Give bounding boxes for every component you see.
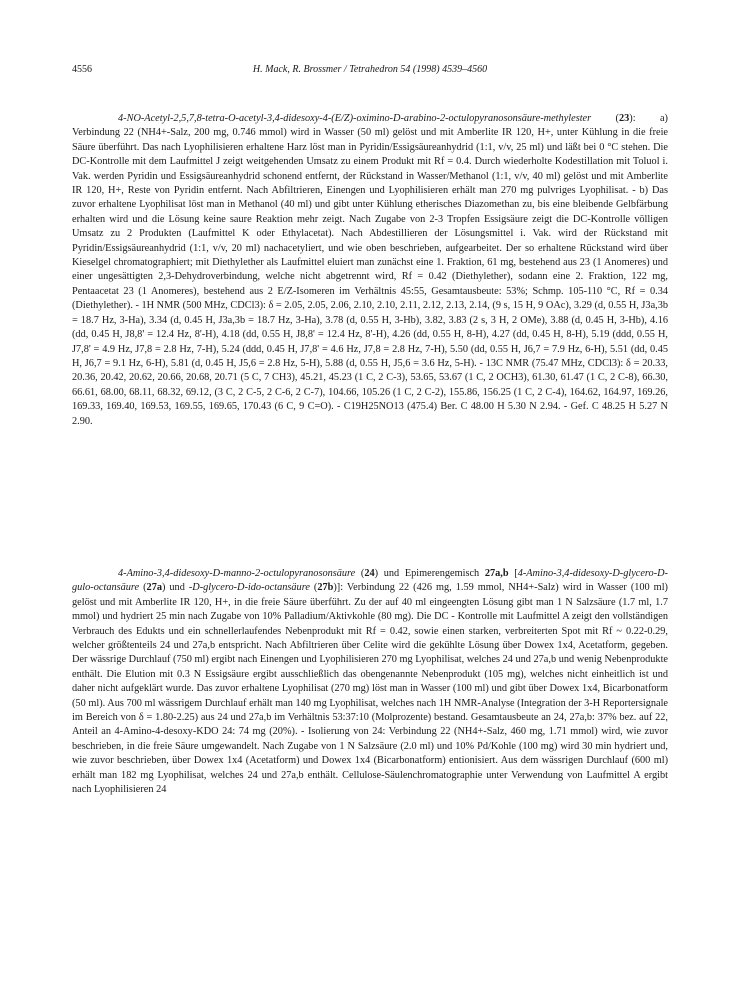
- compound-number: 24: [364, 568, 375, 579]
- compound-title-27a: 4-Amino-3,4-didesoxy-D-glycero-D-gulo-octansäure: [72, 568, 668, 594]
- paragraph-compound-24: 4-Amino-3,4-didesoxy-D-manno-2-octulopyranosonsäure (24) und Epimerengemisch 27a,b [4-Amino-3,4-didesoxy-D-glycero-D-gulo-octansäure (27a) und -D-glycero-D-ido-octansäure (27b)]: Verbindung 22 (426 mg, 1.59 mmol, NH4+-Salz) wird in Wasser (100 ml) gelöst und mit Amberlite IR 120, H+, in die freie Säure überführt. Zu der auf 40 ml eingeengten Lösung gibt man 1 N Salzsäure (1.7 ml, 1.7 mmol) und hydriert 25 min nach Zugabe von 10% Palladium/Aktivkohle (80 mg). Die DC - Kontrolle mit Laufmittel A zeigt den vollständigen Verbrauch des Edukts und ein schnellerlaufendes Nebenprodukt mit Rf = 0.42, sowie einen starken, verbreiterten Spot mit Rf ~ 0.22-0.29, welcher größtenteils 24 und 27a,b entspricht. Nach Abfiltrieren über Celite wird die gekühlte Lösung über Dowex 1x4, Acetatform, gegeben. Der wässrige Durchlauf (750 ml) ergibt nach Einengen und Lyophilisieren 270 mg Lyophilisat, welches 24 und 27a,b und wenig Nebenprodukte enthält. Die Elution mit 0.3 N Essigsäure ergibt ausschließlich das obengenannte Nebenprodukt (105 mg), welches nicht einheitlich ist und daher nicht aufgeklärt wurde. Das zuvor erhaltene Lyophilisat (270 mg) löst man in Wasser (100 ml) und gibt über Dowex 1x4, Bicarbonatform (50 ml). Aus 700 ml wässrigem Durchlauf erhält man 140 mg Lyophilisat, welches nach 1H NMR-Analyse (Integration der 3-H Reportersignale im Bereich von δ = 1.80-2.25) aus 24 und 27a,b im Verhältnis 53:37:10 (Molprozente) bestand. Gesamtausbeute an 24, 27a,b: 37% bez. auf 22, Anteil an 4-Amino-4-desoxy-KDO 24: 74 mg (20%). - Isolierung von 24: Verbindung 22 (NH4+-Salz, 460 mg, 1.71 mmol) wird, wie zuvor beschrieben, in die freie Säure umgewandelt. Nach Zugabe von 1 N Salzsäure (2.0 ml) und 10% Pd/Kohle (100 mg) wird 30 min hydriert und, wie zuvor beschrieben, über Dowex 1x4 (Acetatform) und Dowex 1x4 (Bicarbonatform) entionisiert. Aus dem wässrigen Durchlauf (600 ml) erhält man 182 mg Lyophilisat, welches 24 und 27a,b enthält. Cellulose-Säulenchromatographie unter Verwendung von Laufmittel A ergibt nach Lyophilisieren 24: [72, 568, 668, 796]
- text-fragment: ) und Epimerengemisch: [374, 568, 485, 579]
- compound-title-23: 4-NO-Acetyl-2,5,7,8-tetra-O-acetyl-3,4-didesoxy-4-(E/Z)-oximino-D-arabino-2-octulopyranosonsäure-methylester: [118, 113, 592, 124]
- compound-number: 27a,b: [484, 568, 509, 579]
- paragraph-compound-23: 4-NO-Acetyl-2,5,7,8-tetra-O-acetyl-3,4-didesoxy-4-(E/Z)-oximino-D-arabino-2-octulopyranosonsäure-methylester (23): a) Verbindung 22 (NH4+-Salz, 200 mg, 0.746 mmol) wird in Wasser (50 ml) gelöst und mit Amberlite IR 120, H+, unter Kühlung in die freie Säure überführt. Das nach Lyophilisieren erhaltene Harz löst man in Pyridin/Essigsäureanhydrid (1:1, v/v, 25 ml) und läßt bei 0 °C stehen. Die DC-Kontrolle mit dem Laufmittel J zeigt weitgehenden Umsatz zu einem Produkt mit Rf = 0.4. Durch wiederholte Kodestillation mit Toluol i. Vak. werden Pyridin und Essigsäureanhydrid schonend entfernt, der Rückstand in Wasser/Methanol (1:1, v/v, 40 ml) gelöst und mit Amberlite IR 120, H+, Reste von Pyridin entfernt. Nach Abfiltrieren, Einengen und Lyophilisieren erhält man 270 mg pulvriges Lyophilisat. - b) Das zuvor erhaltene Lyophilisat löst man in Methanol (40 ml) und gibt unter Kühlung etherisches Diazomethan zu, bis eine bleibende Gelbfärbung erhalten wird und die Lösung keine saure Reaktion mehr zeigt. Nach Zugabe von 2-3 Tropfen Essigsäure zeigt die DC-Kontrolle völligen Umsatz zu 2 Produkten (Laufmittel K oder Ethylacetat). Nach Abdestillieren der Lösungsmittel i. Vak. wird der Rückstand mit Pyridin/Essigsäureanhydrid (1:1, v/v, 20 ml) nachacetyliert, und wie oben beschrieben, aufgearbeitet. Der so erhaltene Rückstand wird über Kieselgel chromatographiert; mit Diethylether als Laufmittel eluiert man zunächst eine 1. Fraktion, 61 mg, bestehend aus 23 (1 Anomeres) und einer ungesättigten 2,3-Dehydroverbindung, welche nicht abgetrennt wird, Rf = 0.42 (Diethylether), sodann eine 2. Fraktion, 122 mg, Pentaacetat 23 (1 Anomeres), bestehend aus 2 E/Z-Isomeren im Verhältnis 45:55, Gesamtausbeute: 53%; Schmp. 105-110 °C, Rf = 0.34 (Diethylether). - 1H NMR (500 MHz, CDCl3): δ = 2.05, 2.05, 2.06, 2.10, 2.10, 2.11, 2.12, 2.13, 2.14, (9 s, 15 H, 9 OAc), 3.29 (d, 0.55 H, J3a,3b = 18.7 Hz, 3-Ha), 3.34 (d, 0.45 H, J3a,3b = 18.7 Hz, 3-Ha), 3.78 (d, 0.55 H, 3-Hb), 3.82, 3.83 (2 s, 3 H, 2 OMe), 3.88 (d, 0.45 H, 3-Hb), 4.16 (dd, 0.45 H, J8,8' = 12.4 Hz, 8'-H), 4.18 (dd, 0.55 H, J8,8' = 12.4 Hz, 8'-H), 4.26 (dd, 0.55 H, 8-H), 4.27 (dd, 0.45 H, 8-H), 5.19 (ddd, 0.55 H, J7,8' = 4.9 Hz, J7,8 = 2.8 Hz, 7-H), 5.24 (ddd, 0.45 H, J7,8' = 4.6 Hz, J7,8 = 2.8 Hz, 7-H), 5.50 (dd, 0.55 H, J6,7 = 7.9 Hz, 6-H), 5.51 (dd, 0.45 H, J6,7 = 9.1 Hz, 6-H), 5.81 (d, 0.45 H, J5,6 = 2.8 Hz, 5-H), 5.88 (d, 0.55 H, J5,6 = 3.6 Hz, 5-H). - 13C NMR (75.47 MHz, CDCl3): δ = 20.33, 20.36, 20.42, 20.62, 20.66, 20.68, 20.71 (5 C, 7 CH3), 45.21, 45.23 (1 C, 2 C-3), 53.65, 53.67 (1 C, 2 OCH3), 61.30, 61.47 (1 C, 2 C-8), 66.30, 66.61, 68.00, 68.11, 68.32, 69.12, (3 C, 2 C-5, 2 C-6, 2 C-7), 104.66, 105.26 (1 C, 2 C-2), 155.86, 156.25 (1 C, 2 C-4), 164.62, 164.97, 169.26, 169.33, 169.40, 169.53, 169.55, 169.65, 170.43 (6 C, 9 C=O). - C19H25NO13 (475.4) Ber. C 48.00 H 5.30 N 2.94. - Gef. C 48.25 H 5.27 N 2.90.: [72, 113, 669, 427]
- paragraph-body: ): a) Verbindung 22 (NH4+-Salz, 200 mg, 0.746 mmol) wird in Wasser (50 ml) gelöst und mit Amberlite IR 120, H+, unter Kühlung in die freie Säure überführt. Das nach Lyophilisieren erhaltene Harz löst man in Pyridin/Essigsäureanhydrid (1:1, v/v, 25 ml) und läßt bei 0 °C stehen. Die DC-Kontrolle mit dem Laufmittel J zeigt weitgehenden Umsatz zu einem Produkt mit Rf = 0.4. Durch wiederholte Kodestillation mit Toluol i. Vak. werden Pyridin und Essigsäureanhydrid schonend entfernt, der Rückstand in Wasser/Methanol (1:1, v/v, 40 ml) gelöst und mit Amberlite IR 120, H+, Reste von Pyridin entfernt. Nach Abfiltrieren, Einengen und Lyophilisieren erhält man 270 mg pulvriges Lyophilisat. - b) Das zuvor erhaltene Lyophilisat löst man in Methanol (40 ml) und gibt unter Kühlung etherisches Diazomethan zu, bis eine bleibende Gelbfärbung erhalten wird und die Lösung keine saure Reaktion mehr zeigt. Nach Zugabe von 2-3 Tropfen Essigsäure zeigt die DC-Kontrolle völligen Umsatz zu 2 Produkten (Laufmittel K oder Ethylacetat). Nach Abdestillieren der Lösungsmittel i. Vak. wird der Rückstand mit Pyridin/Essigsäureanhydrid (1:1, v/v, 20 ml) nachacetyliert, und wie oben beschrieben, aufgearbeitet. Der so erhaltene Rückstand wird über Kieselgel chromatographiert; mit Diethylether als Laufmittel eluiert man zunächst eine 1. Fraktion, 61 mg, bestehend aus 23 (1 Anomeres) und einer ungesättigten 2,3-Dehydroverbindung, welche nicht abgetrennt wird, Rf = 0.42 (Diethylether), sodann eine 2. Fraktion, 122 mg, Pentaacetat 23 (1 Anomeres), bestehend aus 2 E/Z-Isomeren im Verhältnis 45:55, Gesamtausbeute: 53%; Schmp. 105-110 °C, Rf = 0.34 (Diethylether). - 1H NMR (500 MHz, CDCl3): δ = 2.05, 2.05, 2.06, 2.10, 2.10, 2.11, 2.12, 2.13, 2.14, (9 s, 15 H, 9 OAc), 3.29 (d, 0.55 H, J3a,3b = 18.7 Hz, 3-Ha), 3.34 (d, 0.45 H, J3a,3b = 18.7 Hz, 3-Ha), 3.78 (d, 0.55 H, 3-Hb), 3.82, 3.83 (2 s, 3 H, 2 OMe), 3.88 (d, 0.45 H, 3-Hb), 4.16 (dd, 0.45 H, J8,8' = 12.4 Hz, 8'-H), 4.18 (dd, 0.55 H, J8,8' = 12.4 Hz, 8'-H), 4.26 (dd, 0.55 H, 8-H), 4.27 (dd, 0.45 H, 8-H), 5.19 (ddd, 0.55 H, J7,8' = 4.9 Hz, J7,8 = 2.8 Hz, 7-H), 5.24 (ddd, 0.45 H, J7,8' = 4.6 Hz, J7,8 = 2.8 Hz, 7-H), 5.50 (dd, 0.55 H, J6,7 = 7.9 Hz, 6-H), 5.51 (dd, 0.45 H, J6,7 = 9.1 Hz, 6-H), 5.81 (d, 0.45 H, J5,6 = 2.8 Hz, 5-H), 5.88 (d, 0.55 H, J5,6 = 3.6 Hz, 5-H). - 13C NMR (75.47 MHz, CDCl3): δ = 20.33, 20.36, 20.42, 20.62, 20.66, 20.68, 20.71 (5 C, 7 CH3), 45.21, 45.23 (1 C, 2 C-3), 53.65, 53.67 (1 C, 2 OCH3), 61.30, 61.47 (1 C, 2 C-8), 66.30, 66.61, 68.00, 68.11, 68.32, 69.12, (3 C, 2 C-5, 2 C-6, 2 C-7), 104.66, 105.26 (1 C, 2 C-2), 155.86, 156.25 (1 C, 2 C-4), 164.62, 164.97, 169.26, 169.33, 169.40, 169.53, 169.55, 169.65, 170.43 (6 C, 9 C=O). - C19H25NO13 (475.4) Ber. C 48.00 H 5.30 N 2.94. - Gef. C 48.25 H 5.27 N 2.90.: [72, 113, 669, 427]
- page-header: [72, 63, 668, 77]
- compound-title-24: 4-Amino-3,4-didesoxy-D-manno-2-octulopyranosonsäure: [118, 568, 356, 579]
- compound-title-27b: -D-glycero-D-ido-octansäure: [188, 582, 310, 594]
- page-number: 4556: [72, 64, 92, 75]
- compound-number: 27b: [317, 582, 334, 594]
- running-title: H. Mack, R. Brossmer / Tetrahedron 54 (1998) 4539–4560: [252, 64, 488, 75]
- compound-number: 23: [618, 113, 630, 124]
- compound-number: 27a: [146, 582, 162, 594]
- paragraph-body: )]: Verbindung 22 (426 mg, 1.59 mmol, NH4+-Salz) wird in Wasser (100 ml) gelöst und mit Amberlite IR 120, H+, in die freie Säure überführt. Zu der auf 40 ml eingeengten Lösung gibt man 1 N Salzsäure (1.7 ml, 1.7 mmol) und hydriert 25 min nach Zugabe von 10% Palladium/Aktivkohle (80 mg). Die DC - Kontrolle mit Laufmittel A zeigt den vollständigen Verbrauch des Edukts und ein schnellerlaufendes Nebenprodukt mit Rf = 0.42, sowie einen starken, verbreiterten Spot mit Rf ~ 0.22-0.29, welcher größtenteils 24 und 27a,b entspricht. Nach Abfiltrieren über Celite wird die gekühlte Lösung über Dowex 1x4, Acetatform, gegeben. Der wässrige Durchlauf (750 ml) ergibt nach Einengen und Lyophilisieren 270 mg Lyophilisat, welches 24 und 27a,b und wenig Nebenprodukte enthält. Die Elution mit 0.3 N Essigsäure ergibt ausschließlich das obengenannte Nebenprodukt (105 mg), welches nicht einheitlich ist und daher nicht aufgeklärt wurde. Das zuvor erhaltene Lyophilisat (270 mg) löst man in Wasser (100 ml) und gibt über Dowex 1x4, Bicarbonatform (50 ml). Aus 700 ml wässrigem Durchlauf erhält man 140 mg Lyophilisat, welches nach 1H NMR-Analyse (Integration der 3-H Reportersignale im Bereich von δ = 1.80-2.25) aus 24 und 27a,b im Verhältnis 53:37:10 (Molprozente) bestand. Gesamtausbeute an 24, 27a,b: 37% bez. auf 22, Anteil an 4-Amino-4-desoxy-KDO 24: 74 mg (20%). - Isolierung von 24: Verbindung 22 (NH4+-Salz, 460 mg, 1.71 mmol) wird, wie zuvor beschrieben, in die freie Säure umgewandelt. Nach Zugabe von 1 N Salzsäure (2.0 ml) und 10% Pd/Kohle (100 mg) wird 30 min hydriert und, wie zuvor beschrieben, über Dowex 1x4 (Acetatform) und Dowex 1x4 (Bicarbonatform) entionisiert. Aus dem wässrigen Durchlauf (600 ml) erhält man 182 mg Lyophilisat, welches 24 und 27a,b enthält. Cellulose-Säulenchromatographie unter Verwendung von Laufmittel A ergibt nach Lyophilisieren 24: [72, 582, 668, 796]
